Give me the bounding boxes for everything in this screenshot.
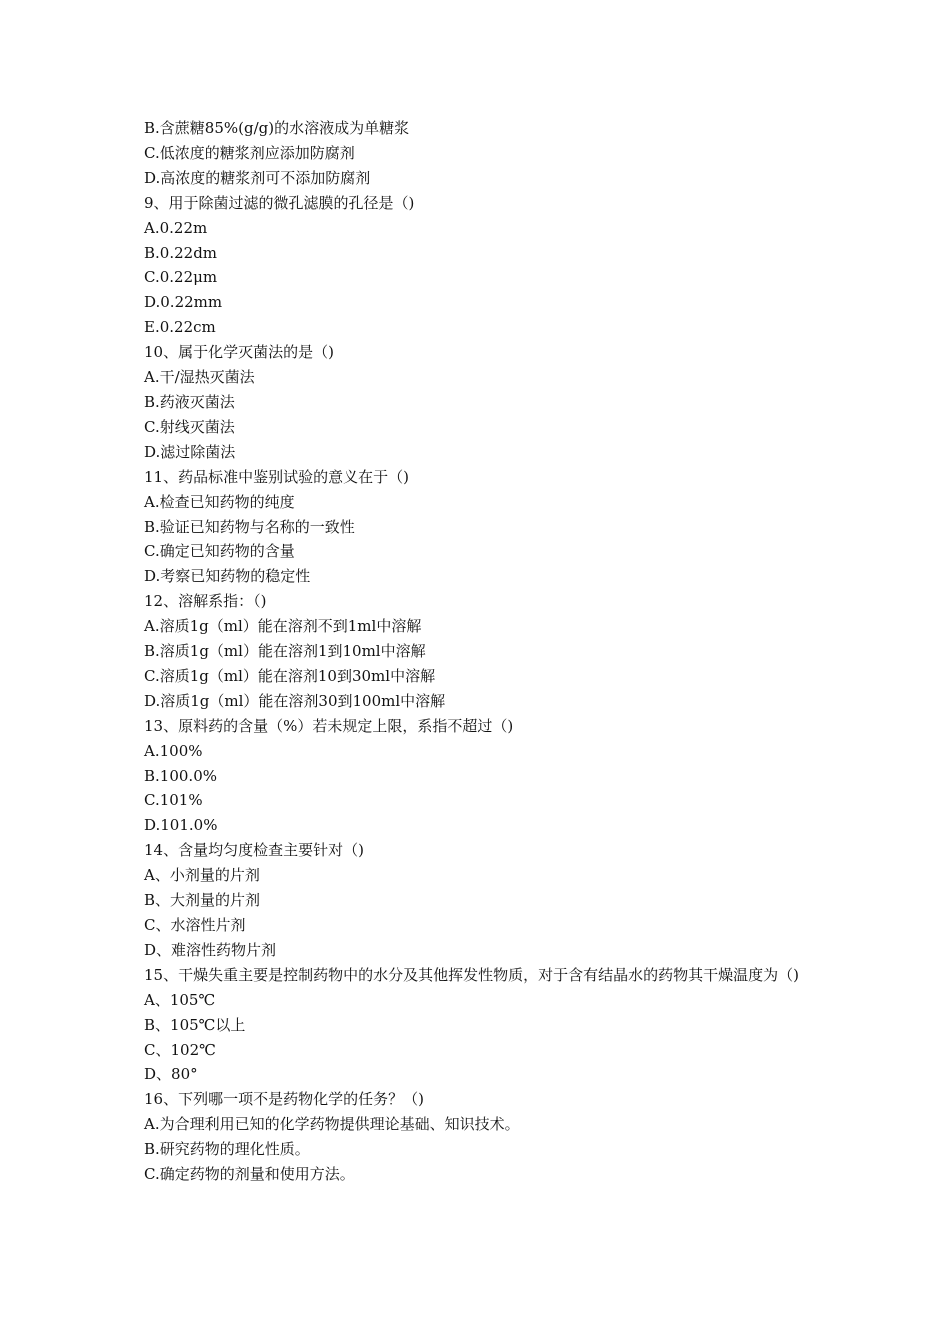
q16-option-a: A.为合理利用已知的化学药物提供理论基础、知识技术。 [144,1115,520,1134]
q15-option-b: B、105℃以上 [144,1015,246,1034]
option-c-syrup: C.低浓度的糖浆剂应添加防腐剂 [144,143,355,162]
question-12: 12、溶解系指：（) [144,592,267,611]
q14-option-a: A、小剂量的片剂 [144,866,260,885]
option-d-syrup: D.高浓度的糖浆剂可不添加防腐剂 [144,168,371,187]
q16-option-c: C.确定药物的剂量和使用方法。 [144,1165,355,1184]
option-b-syrup: B.含蔗糖85%(g/g)的水溶液成为单糖浆 [144,119,410,137]
q15-option-a: A、105℃ [144,990,216,1009]
q10-option-b: B.药液灭菌法 [144,392,235,411]
q13-option-a: A.100% [144,741,203,760]
q12-option-a: A.溶质1g（ml）能在溶剂不到1ml中溶解 [144,617,422,636]
q11-option-a: A.检查已知药物的纯度 [144,492,295,511]
q13-option-b: B.100.0% [144,766,217,785]
q16-option-b: B.研究药物的理化性质。 [144,1140,310,1159]
q14-option-c: C、水溶性片剂 [144,916,246,934]
question-13: 13、原料药的含量（%）若未规定上限，系指不超过（) [144,716,514,735]
q11-option-b: B.验证已知药物与名称的一致性 [144,517,355,536]
question-list [144,116,824,1187]
q10-option-d: D.滤过除菌法 [144,442,236,461]
q9-option-d: D.0.22mm [144,293,223,312]
question-16: 16、下列哪一项不是药物化学的任务？（) [144,1090,424,1109]
question-10: 10、属于化学灭菌法的是（) [144,343,334,362]
q15-option-d: D、80° [144,1065,198,1084]
q13-option-d: D.101.0% [144,816,218,835]
q15-option-c: C、102℃ [144,1040,216,1059]
question-15: 15、干燥失重主要是控制药物中的水分及其他挥发性物质，对于含有结晶水的药物其干燥温度为（) [144,965,799,984]
q14-option-b: B、大剂量的片剂 [144,891,261,910]
q9-option-c: C.0.22μm [144,268,218,287]
q11-option-c: C.确定已知药物的含量 [144,542,295,561]
q14-option-d: D、难溶性药物片剂 [144,940,277,959]
question-14: 14、含量均匀度检查主要针对（) [144,841,364,860]
q9-option-a: A.0.22m [144,218,208,237]
q11-option-d: D.考察已知药物的稳定性 [144,567,311,586]
q12-option-b: B.溶质1g（ml）能在溶剂1到10ml中溶解 [144,642,426,661]
q10-option-c: C.射线灭菌法 [144,417,235,436]
question-9: 9、用于除菌过滤的微孔滤膜的孔径是（) [144,193,415,212]
q9-option-e: E.0.22cm [144,318,216,337]
q9-option-b: B.0.22dm [144,243,218,262]
question-11: 11、药品标准中鉴别试验的意义在于（) [144,467,409,486]
q10-option-a: A.干/湿热灭菌法 [144,368,255,387]
q12-option-c: C.溶质1g（ml）能在溶剂10到30ml中溶解 [144,666,436,685]
q13-option-c: C.101% [144,791,203,810]
q12-option-d: D.溶质1g（ml）能在溶剂30到100ml中溶解 [144,691,446,710]
